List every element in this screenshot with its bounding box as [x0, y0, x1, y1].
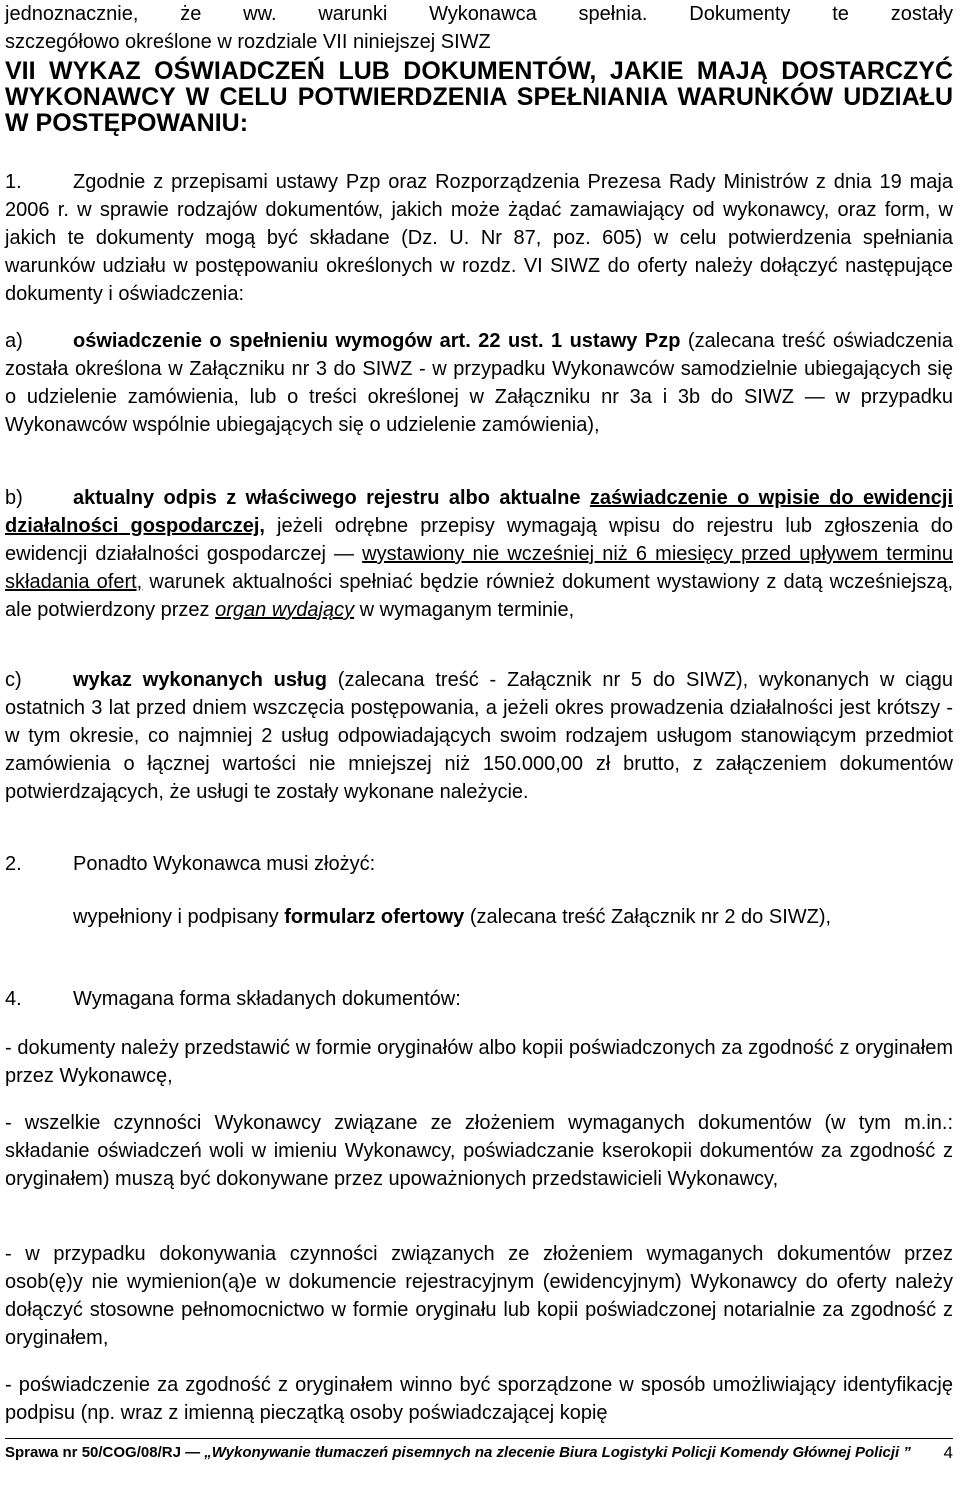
section-heading: VII WYKAZ OŚWIADCZEŃ LUB DOKUMENTÓW, JAKIE MAJĄ DOSTARCZYĆ WYKONAWCY W CELU POTWIERDZENIA SPEŁNIANIA WARUNKÓW UDZIAŁU W POSTĘPOWANIU: — [5, 57, 953, 137]
intro-line-2: szczegółowo określone w rozdziale VII niniejszej SIWZ — [5, 31, 491, 53]
item-b-bold: aktualny odpis z właściwego rejestru albo aktualne — [73, 487, 590, 509]
paragraph-4-text: Wymagana forma składanych dokumentów: — [73, 988, 461, 1010]
item-b-italic-underlined: organ wydający — [215, 599, 355, 621]
item-a-bold: oświadczenie o spełnieniu wymogów art. 22 ust. 1 ustawy Pzp — [73, 330, 681, 352]
paragraph-2-text: Ponadto Wykonawca musi złożyć: — [73, 853, 376, 875]
item-a-marker: a) — [5, 330, 23, 352]
item-b-text-2: warunek aktualności spełniać będzie również dokument wystawiony z datą wcześniejszą, ale potwierdzony przez — [5, 571, 954, 621]
paragraph-2-sub-bold: formularz ofertowy — [284, 906, 465, 928]
footer-text — [5, 1443, 925, 1462]
dash-item-2: - wszelkie czynności Wykonawcy związane ze złożeniem wymaganych dokumentów (w tym m.in.: składanie oświadczeń woli w imieniu Wykonawcy, poświadczanie kserokopii dokumentów za zgodność z oryginałem) muszą być dokonywane przez upoważnionych przedstawicieli Wykonawcy, — [5, 1112, 953, 1190]
paragraph-2 — [5, 850, 953, 878]
item-a — [5, 327, 953, 439]
footer-divider — [5, 1438, 953, 1439]
page-number: 4 — [943, 1443, 953, 1462]
item-b-text-3: w wymaganym terminie, — [354, 599, 575, 621]
dash-item-1: - dokumenty należy przedstawić w formie oryginałów albo kopii poświadczonych za zgodność z oryginałem przez Wykonawcę, — [5, 1037, 953, 1087]
item-c-marker: c) — [5, 669, 22, 691]
paragraph-2-sub — [5, 903, 953, 931]
paragraph-2-sub-text-1: wypełniony i podpisany — [73, 906, 285, 928]
dash-item-4: - poświadczenie za zgodność z oryginałem winno być sporządzone w sposób umożliwiający identyfikację podpisu (np. wraz z imienną pieczątką osoby poświadczającej kopię — [5, 1374, 953, 1424]
intro-paragraph — [5, 0, 953, 56]
item-c-text: (zalecana treść - Załącznik nr 5 do SIWZ), wykonanych w ciągu ostatnich 3 lat przed dniem wszczęcia postępowania, a jeżeli okres prowadzenia działalności jest krótszy - w tym okresie, co najmniej 2 usług odpowiadających swoim rodzajem usługom stanowiącym przedmiot zamówienia o łącznej wartości nie mniejszej niż 150.000,00 zł brutto, z załączeniem dokumentów potwierdzających, że usługi te zostały wykonane należycie. — [5, 669, 953, 803]
paragraph-4-number: 4. — [5, 988, 22, 1010]
item-a-text: (zalecana treść oświadczenia została określona w Załączniku nr 3 do SIWZ - w przypadku Wykonawców samodzielnie ubiegających się o udzielenie zamówienia, lub o treści określonej w Załączniku nr 3a i 3b do SIWZ ― w przypadku Wykonawców wspólnie ubiegających się o udzielenie zamówienia), — [5, 330, 953, 436]
paragraph-1-number: 1. — [5, 171, 22, 193]
dash-item-3: - w przypadku dokonywania czynności związanych ze złożeniem wymaganych dokumentów przez osob(ę)y nie wymienion(ą)e w dokumencie rejestracyjnym (ewidencyjnym) Wykonawcy do oferty należy dołączyć stosowne pełnomocnictwo w formie oryginału lub kopii poświadczonej notarialnie za zgodność z oryginałem, — [5, 1243, 953, 1349]
item-b-text-1: jeżeli odrębne przepisy wymagają wpisu do rejestru lub zgłoszenia do ewidencji działalności gospodarczej ― — [5, 515, 953, 565]
item-b-marker: b) — [5, 487, 23, 509]
paragraph-1 — [5, 168, 953, 308]
item-b-underlined: wystawiony nie wcześniej niż 6 miesięcy przed upływem terminu składania ofert, — [5, 543, 953, 593]
item-b — [5, 484, 953, 624]
paragraph-2-sub-text-2: (zalecana treść Załącznik nr 2 do SIWZ), — [464, 906, 832, 928]
footer-title: „Wykonywanie tłumaczeń pisemnych na zlecenie Biura Logistyki Policji Komendy Głównej Policji ” — [204, 1444, 911, 1461]
item-c-bold: wykaz wykonanych usług — [73, 669, 327, 691]
paragraph-4 — [5, 985, 953, 1013]
footer-case-number: Sprawa nr 50/COG/08/RJ — [5, 1444, 181, 1461]
intro-line-1: jednoznacznie, że ww. warunki Wykonawca spełnia. Dokumenty te zostały — [5, 3, 953, 25]
item-c — [5, 666, 953, 806]
paragraph-1-text: Zgodnie z przepisami ustawy Pzp oraz Rozporządzenia Prezesa Rady Ministrów z dnia 19 maja 2006 r. w sprawie rodzajów dokumentów, jakich może żądać zamawiający od wykonawcy, oraz form, w jakich te dokumenty mogą być składane (Dz. U. Nr 87, poz. 605) w celu potwierdzenia spełniania warunków udziału w postępowaniu określonych w rozdz. VI SIWZ do oferty należy dołączyć następujące dokumenty i oświadczenia: — [5, 171, 953, 305]
paragraph-2-number: 2. — [5, 853, 22, 875]
item-b-bold-underlined: zaświadczenie o wpisie do ewidencji działalności gospodarczej, — [5, 487, 953, 537]
footer — [5, 1443, 953, 1462]
footer-dash: ― — [180, 1444, 205, 1461]
